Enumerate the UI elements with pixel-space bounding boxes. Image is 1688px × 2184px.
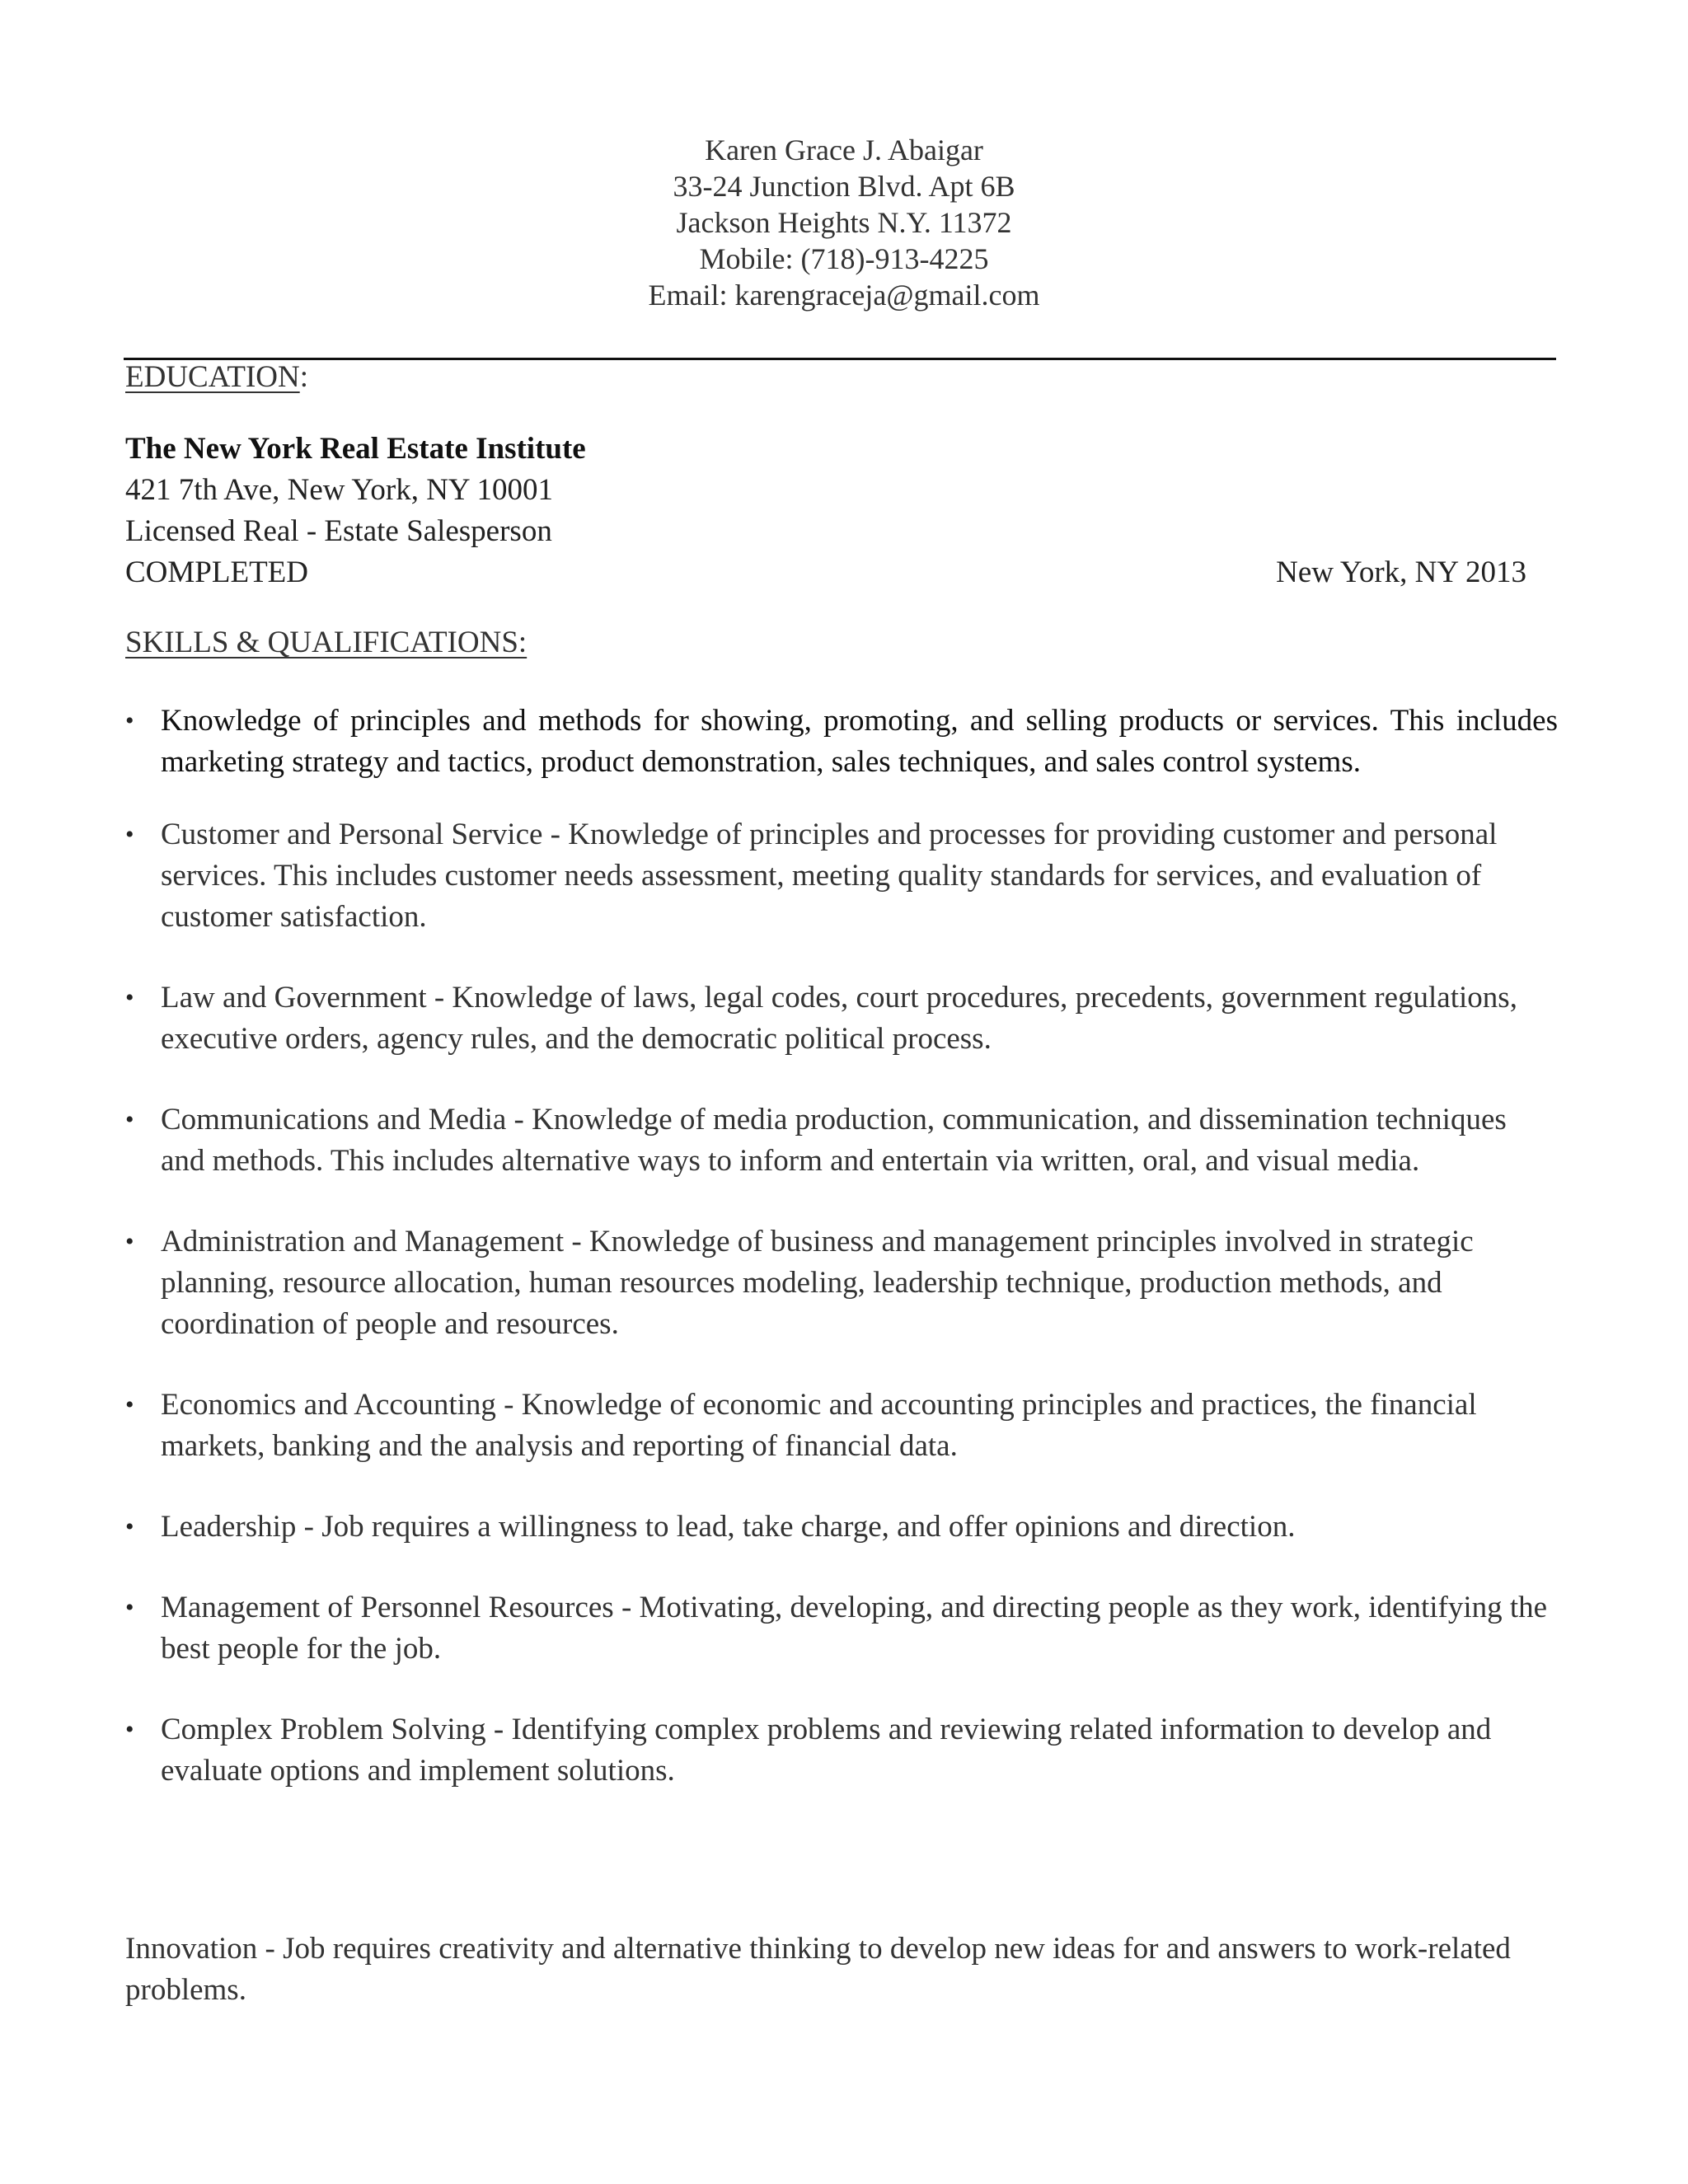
skill-text: Leadership - Job requires a willingness to lead, take charge, and offer opinions and direction. bbox=[161, 1510, 1296, 1544]
skill-text: Communications and Media - Knowledge of media production, communication, and dissemination techniques and methods. This includes alternative ways to inform and entertain via written, oral, and visual media. bbox=[161, 1103, 1507, 1178]
institution-address: 421 7th Ave, New York, NY 10001 bbox=[125, 473, 554, 507]
completion-row bbox=[125, 552, 1543, 593]
skill-text: Customer and Personal Service - Knowledge of principles and processes for providing customer and personal services. This includes customer needs assessment, meeting quality standards for services, and evaluation of customer satisfaction. bbox=[161, 818, 1498, 934]
list-item bbox=[125, 1507, 1558, 1548]
skill-text: Knowledge of principles and methods for showing, promoting, and selling products or services. This includes marketing strategy and tactics, product demonstration, sales techniques, and sales control systems. bbox=[161, 704, 1558, 779]
address-line-1: 33-24 Junction Blvd. Apt 6B bbox=[673, 170, 1015, 203]
bullet-icon: • bbox=[125, 1594, 134, 1621]
bullet-icon: • bbox=[125, 707, 134, 734]
skill-text: Law and Government - Knowledge of laws, legal codes, court procedures, precedents, government regulations, executive orders, agency rules, and the democratic political process. bbox=[161, 981, 1517, 1056]
skills-heading bbox=[125, 625, 527, 660]
bullet-icon: • bbox=[125, 1228, 134, 1255]
header-divider bbox=[124, 358, 1556, 360]
list-item bbox=[125, 1221, 1558, 1345]
bullet-icon: • bbox=[125, 1391, 134, 1418]
education-heading-text: EDUCATION bbox=[125, 360, 300, 394]
list-item bbox=[125, 701, 1558, 783]
education-entry bbox=[125, 429, 1543, 593]
bullet-icon: • bbox=[125, 1513, 134, 1540]
address-line-2: Jackson Heights N.Y. 11372 bbox=[676, 206, 1012, 239]
list-item bbox=[125, 1709, 1558, 1792]
email-address: Email: karengraceja@gmail.com bbox=[648, 279, 1040, 312]
skill-text: Administration and Management - Knowledge of business and management principles involved in strategic planning, resource allocation, human resources modeling, leadership technique, production methods, and coordination of people and resources. bbox=[161, 1225, 1474, 1341]
bullet-icon: • bbox=[125, 984, 134, 1011]
skill-text: Management of Personnel Resources - Motivating, developing, and directing people as they work, identifying the best people for the job. bbox=[161, 1591, 1548, 1666]
institution-name: The New York Real Estate Institute bbox=[125, 432, 586, 466]
program-name: Licensed Real - Estate Salesperson bbox=[125, 514, 552, 548]
completion-status: COMPLETED bbox=[125, 555, 308, 589]
innovation-paragraph: Innovation - Job requires creativity and alternative thinking to develop new ideas for and answers to work-related problems. bbox=[125, 1932, 1511, 2007]
bullet-icon: • bbox=[125, 1106, 134, 1133]
education-heading-colon: : bbox=[299, 360, 308, 394]
list-item bbox=[125, 814, 1558, 938]
skills-list bbox=[125, 701, 1558, 1792]
list-item bbox=[125, 977, 1558, 1060]
mobile-number: Mobile: (718)-913-4225 bbox=[699, 242, 989, 275]
bullet-icon: • bbox=[125, 1716, 134, 1743]
skill-text: Complex Problem Solving - Identifying complex problems and reviewing related information to develop and evaluate options and implement solutions. bbox=[161, 1713, 1492, 1788]
skills-heading-text: SKILLS & QUALIFICATIONS: bbox=[125, 626, 528, 659]
skill-text: Economics and Accounting - Knowledge of economic and accounting principles and practices, the financial markets, banking and the analysis and reporting of financial data. bbox=[161, 1388, 1477, 1463]
bullet-icon: • bbox=[125, 821, 134, 848]
list-item bbox=[125, 1099, 1558, 1182]
completion-location-year: New York, NY 2013 bbox=[1276, 555, 1526, 589]
list-item bbox=[125, 1587, 1558, 1670]
contact-header bbox=[0, 132, 1688, 313]
applicant-name: Karen Grace J. Abaigar bbox=[705, 134, 983, 166]
list-item bbox=[125, 1385, 1558, 1467]
education-heading bbox=[125, 359, 308, 395]
